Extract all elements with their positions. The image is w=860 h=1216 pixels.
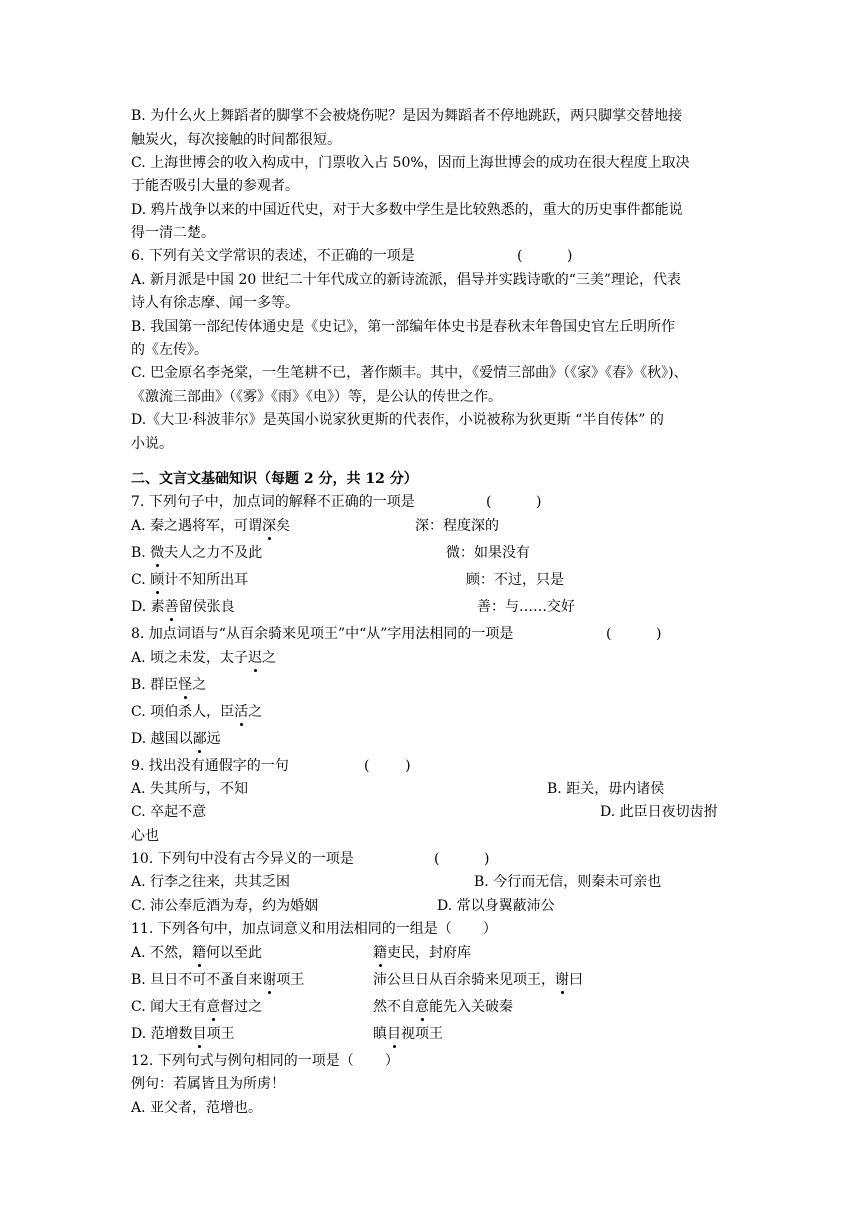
q11-stem: 11. 下列各句中，加点词意义和用法相同的一组是（ ） [131, 921, 497, 937]
q5-option-b-line1: B. 为什么火上舞蹈者的脚掌不会被烧伤呢？是因为舞蹈者不停地跳跃，两只脚掌交替地接 [131, 108, 683, 124]
q7-option-d: D. 素善留侯张良 [131, 599, 235, 615]
q11-option-b-right: 沛公旦日从百余骑来见项王，谢曰 [373, 972, 583, 988]
q6-option-a-line1: A. 新月派是中国 20 世纪二十年代成立的新诗流派，倡导并实践诗歌的“三美”理论，代表 [131, 272, 682, 288]
q8-option-d: D. 越国以鄙远 [131, 731, 221, 747]
q10-option-d: D. 常以身翼蔽沛公 [437, 898, 555, 914]
q10-option-c: C. 沛公奉卮酒为寿，约为婚姻 [131, 898, 319, 914]
q6-option-b-line2: 的《左传》。 [131, 342, 208, 358]
q8-option-a: A. 顷之未发，太子迟之 [131, 650, 277, 666]
q11-option-b-left: B. 旦日不可不蚤自来谢项王 [131, 972, 305, 988]
q9-option-a: A. 失其所与，不知 [131, 781, 249, 797]
section-2-heading: 二、文言文基础知识（每题 2 分，共 12 分） [131, 471, 418, 487]
q9-option-b: B. 距关，毋内诸侯 [547, 781, 665, 797]
emphasis-dot-char: 微 [150, 545, 165, 561]
q6-answer-paren: ( ) [517, 248, 573, 264]
emphasis-dot-char: 谢 [262, 972, 277, 988]
q11-option-c-right: 然不自意能先入关破秦 [373, 999, 513, 1015]
q8-stem: 8. 加点词语与“从百余骑来见项王”中“从”字用法相同的一项是 [131, 626, 514, 642]
emphasis-dot-char: 鄙 [192, 731, 207, 747]
q8-answer-paren: ( ) [606, 626, 662, 642]
q7-option-a-definition: 深：程度深的 [415, 518, 499, 534]
q5-option-d-line1: D. 鸦片战争以来的中国近代史，对于大多数中学生是比较熟悉的，重大的历史事件都能说 [131, 202, 683, 218]
q6-option-a-line2: 诗人有徐志摩、闻一多等。 [131, 295, 299, 311]
emphasis-dot-char: 目 [387, 1026, 401, 1042]
q11-option-d-left: D. 范增数目项王 [131, 1026, 235, 1042]
q7-option-c: C. 顾计不知所出耳 [131, 572, 249, 588]
emphasis-dot-char: 顾 [150, 572, 165, 588]
emphasis-dot-char: 怪 [178, 677, 193, 693]
q5-option-c-line2: 于能否吸引大量的参观者。 [131, 178, 299, 194]
q7-option-d-definition: 善：与……交好 [477, 599, 575, 615]
q11-option-c-left: C. 闻大王有意督过之 [131, 999, 263, 1015]
emphasis-dot-char: 迟 [248, 650, 263, 666]
emphasis-dot-char: 谢 [555, 972, 569, 988]
q7-option-b: B. 微夫人之力不及此 [131, 545, 263, 561]
emphasis-dot-char: 活 [234, 704, 249, 720]
q9-option-d: D. 此臣日夜切齿拊 [600, 804, 718, 820]
emphasis-dot-char: 意 [206, 999, 221, 1015]
q11-option-a-left: A. 不然，籍何以至此 [131, 945, 263, 961]
q11-option-d-right: 瞋目视项王 [373, 1026, 443, 1042]
q7-option-b-definition: 微：如果没有 [446, 545, 530, 561]
emphasis-dot-char: 籍 [373, 945, 387, 961]
q9-option-d-line2: 心也 [131, 828, 159, 844]
q5-option-d-line2: 得一清二楚。 [131, 225, 215, 241]
emphasis-dot-char: 意 [415, 999, 429, 1015]
q10-option-a: A. 行李之往来，共其乏困 [131, 874, 291, 890]
q10-answer-paren: ( ) [434, 851, 490, 867]
q8-option-b: B. 群臣怪之 [131, 677, 207, 693]
emphasis-dot-char: 目 [192, 1026, 207, 1042]
q6-option-d-line1: D.《大卫·科波菲尔》是英国小说家狄更斯的代表作，小说被称为狄更斯 “半自传体” 的 [131, 412, 664, 428]
q9-option-c: C. 卒起不意 [131, 804, 207, 820]
q12-stem: 12. 下列句式与例句相同的一项是（ ） [131, 1053, 399, 1069]
q6-option-c-line1: C. 巴金原名李尧棠，一生笔耕不已，著作颇丰。其中，《爱情三部曲》（《家》《春》《秋》)、 [131, 365, 688, 381]
q7-stem: 7. 下列句子中，加点词的解释不正确的一项是 [131, 494, 415, 510]
q6-stem: 6. 下列有关文学常识的表述，不正确的一项是 [131, 248, 415, 264]
q12-example: 例句：若属皆且为所虏！ [131, 1076, 285, 1092]
emphasis-dot-char: 深 [262, 518, 277, 534]
q12-option-a: A. 亚父者，范增也。 [131, 1100, 263, 1116]
q6-option-c-line2: 《激流三部曲》（《雾》《雨》《电》）等，是公认的传世之作。 [131, 389, 502, 405]
q9-answer-paren: ( ) [364, 758, 411, 774]
q6-option-d-line2: 小说。 [131, 436, 173, 452]
q10-stem: 10. 下列句中没有古今异义的一项是 [131, 851, 354, 867]
q5-option-b-line2: 触炭火，每次接触的时间都很短。 [131, 132, 341, 148]
q6-option-b-line1: B. 我国第一部纪传体通史是《史记》，第一部编年体史书是春秋末年鲁国史官左丘明所作 [131, 319, 676, 335]
q5-option-c-line1: C. 上海世博会的收入构成中，门票收入占 50%，因而上海世博会的成功在很大程度上取决 [131, 155, 690, 171]
emphasis-dot-char: 善 [164, 599, 179, 615]
q7-option-c-definition: 顾：不过，只是 [466, 572, 564, 588]
emphasis-dot-char: 籍 [192, 945, 207, 961]
q10-option-b: B. 今行而无信，则秦未可亲也 [474, 874, 662, 890]
q9-stem: 9. 找出没有通假字的一句 [131, 758, 289, 774]
q7-answer-paren: ( ) [486, 494, 542, 510]
q11-option-a-right: 籍吏民，封府库 [373, 945, 471, 961]
q8-option-c: C. 项伯杀人，臣活之 [131, 704, 263, 720]
q7-option-a: A. 秦之遇将军，可谓深矣 [131, 518, 291, 534]
